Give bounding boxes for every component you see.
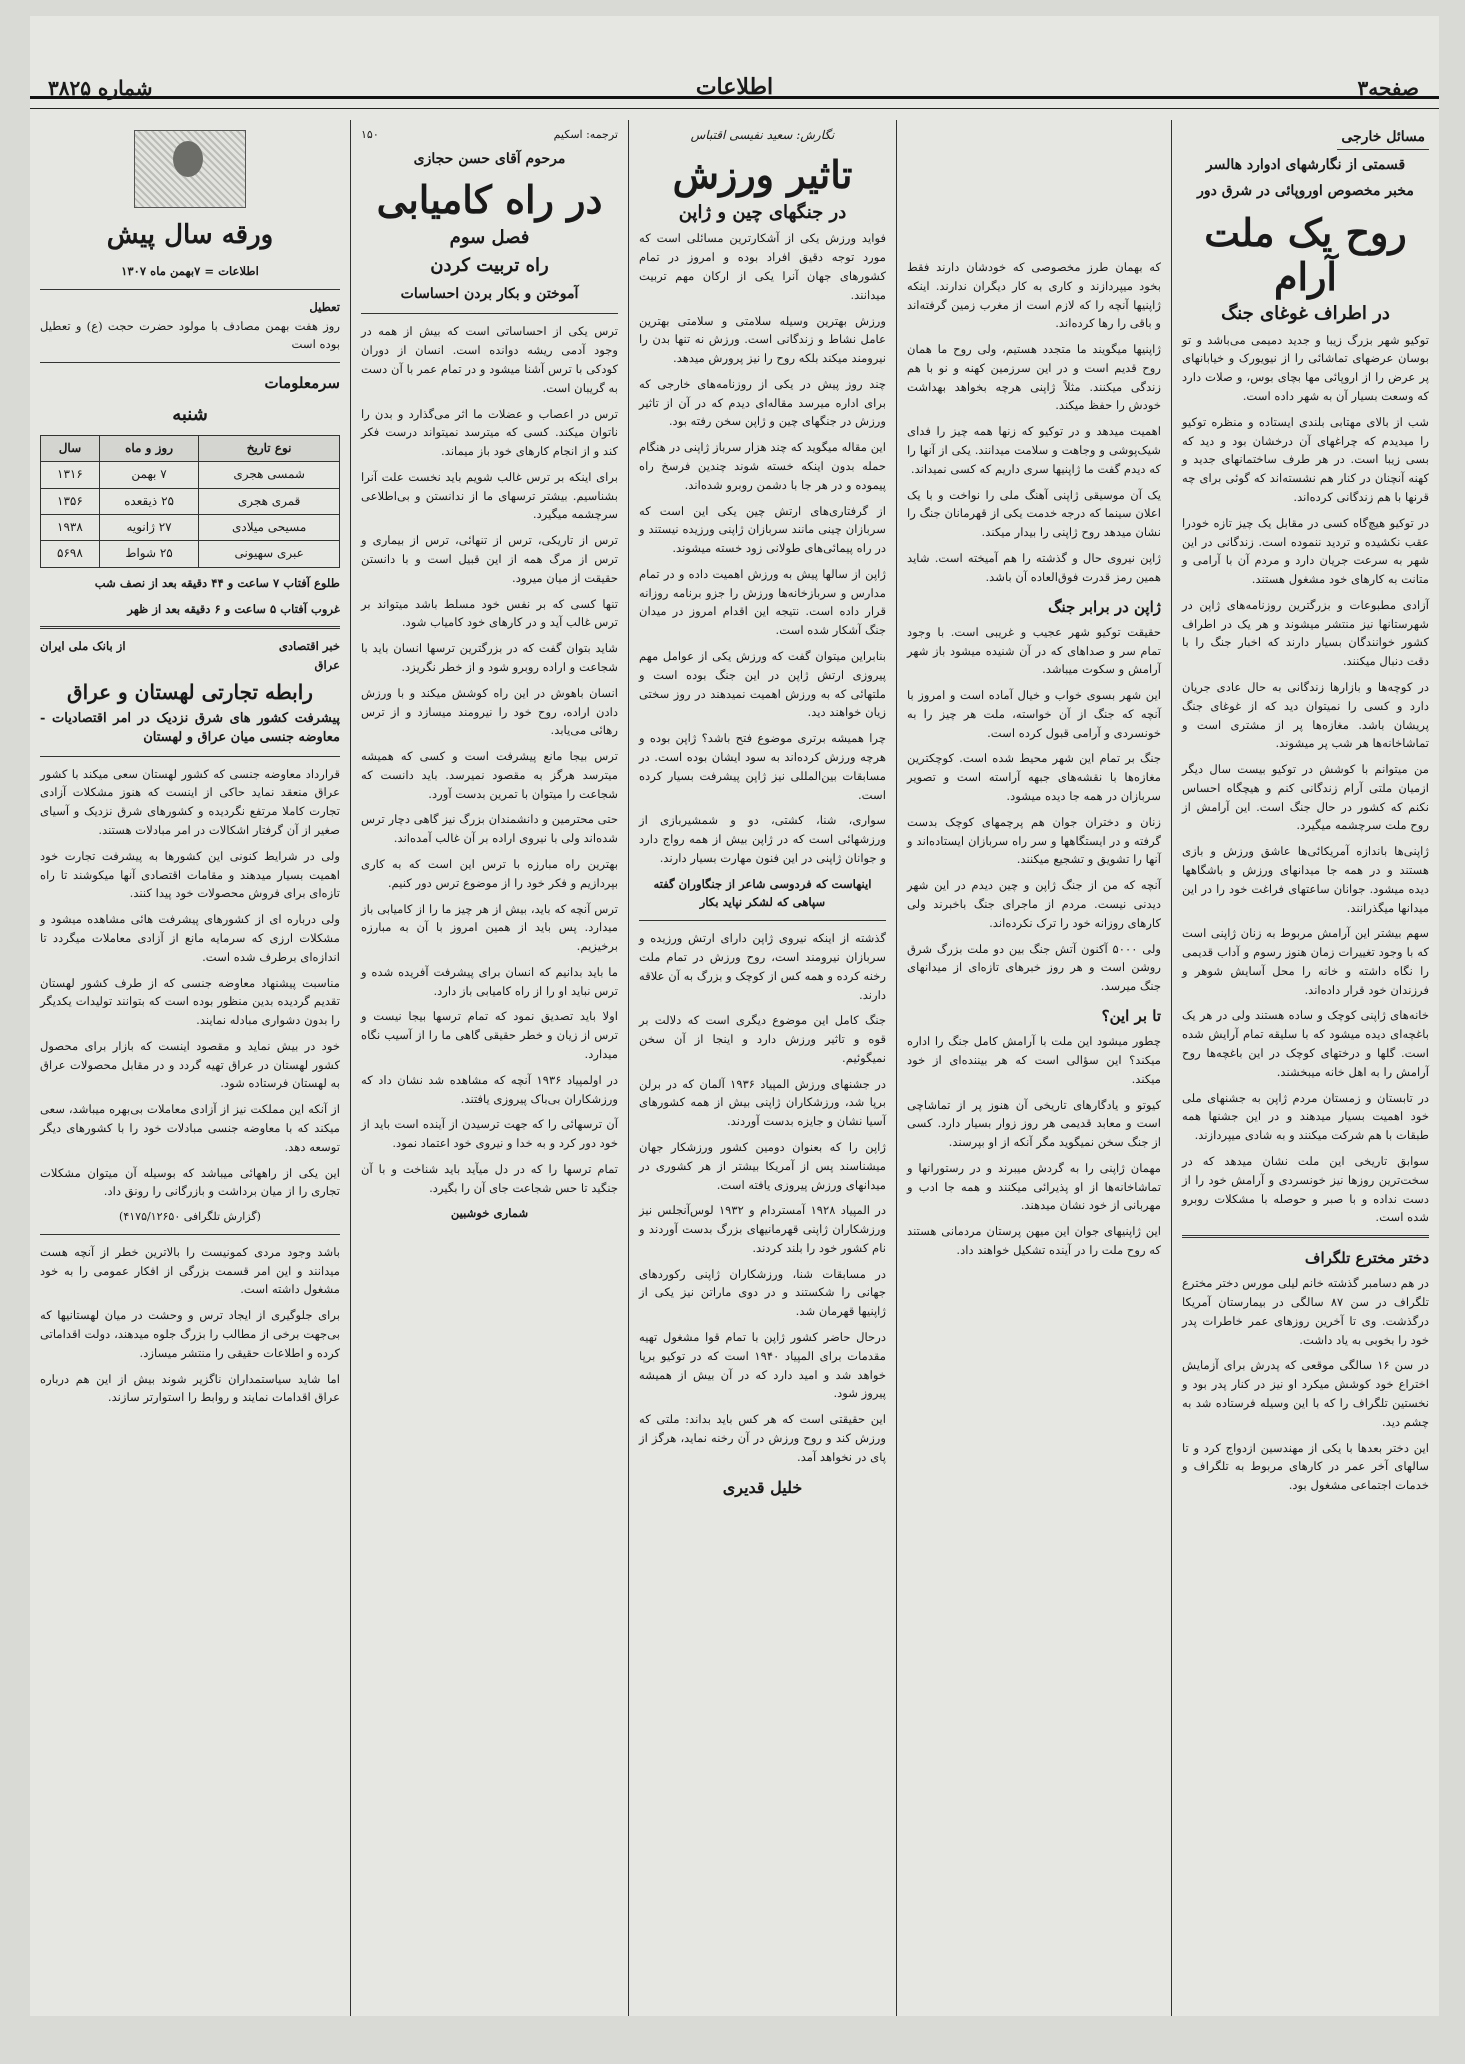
- paragraph: ورزش بهترین وسیله سلامتی و سلامتی بهترین عامل نشاط و زندگانی است. ورزش نه تنها بدن را نیرومند میکند بلکه روح را نیز پرورش میدهد.: [639, 313, 886, 366]
- author-signature: خلیل قدیری: [722, 1477, 803, 1497]
- paragraph: جنگ کامل این موضوع دیگری است که دلالت بر قوه و تاثیر ورزش دارد و اینجا از آن سخن نمیگوئیم.: [639, 1013, 886, 1065]
- paragraph: در المپیاد ۱۹۲۸ آمستردام و ۱۹۳۲ لوس‌آنجلس نیز ورزشکاران ژاپنی قهرمانیهای بزرگ بدست آوردند و نام کشور خود را بلند کردند.: [639, 1203, 886, 1255]
- calendar-row: [41, 541, 340, 567]
- calendar-cell: شمسی هجری: [199, 462, 340, 488]
- paragraph: ژاپن از سالها پیش به ورزش اهمیت داده و در تمام مدارس و سربازخانه‌ها ورزش را جزو برنامه روزانه قرار داده است. نتیجه این اقدام امروز در میدان جنگ آشکار شده است.: [639, 566, 886, 638]
- paragraph: قرارداد معاوضه جنسی که کشور لهستان سعی میکند با کشور عراق منعقد نماید حاکی از اینست که هنوز مشکلات آزادی تجارت کاملا مرتفع نگردیده و کشورهای شرق نزدیک و آسیای صغیر از آن گرفتار اشکالات در امر مبادلات هستند.: [40, 766, 340, 838]
- footnote: (گزارش تلگرافی ۴۱۷۵/۱۲۶۵۰): [119, 1210, 261, 1224]
- column-sidebar: [30, 120, 350, 2016]
- paragraph: حقیقت توکیو شهر عجیب و غریبی است. با وجود تمام سر و صداهای که در آن شنیده میشود باز شهر آرامش و سکوت میباشد.: [907, 624, 1161, 677]
- paragraph: درحال حاضر کشور ژاپن با تمام قوا مشغول تهیه مقدمات برای المپیاد ۱۹۴۰ است که در توکیو برپا خواهد شد و امید دارد که در آن بیش از همیشه پیروز شود.: [639, 1330, 886, 1401]
- paragraph: حتی محترمین و دانشمندان بزرگ نیز گاهی دچار ترس شده‌اند ولی با نیروی اراده بر آن غالب آمده‌اند.: [361, 812, 618, 846]
- paragraph: آزادی مطبوعات و بزرگترین روزنامه‌های ژاپن در شهرستانها نیز منتشر میشوند و هر یک در اطراف کشور خوانندگان بسیار دارند که اخبار جنگ را با دقت دنبال میکنند.: [1182, 597, 1429, 669]
- calendar-table: [40, 435, 340, 568]
- paragraph: سوابق تاریخی این ملت نشان میدهد که در سخت‌ترین روزها نیز خونسردی و آرامش خود را از دست نداده و با صبر و حوصله با مشکلات روبرو شده است.: [1182, 1153, 1429, 1225]
- newspaper-page: [30, 16, 1439, 2016]
- econ-label: خبر اقتصادی: [278, 639, 340, 654]
- paragraph: سهم بیشتر این آرامش مربوط به زنان ژاپنی است که با وجود تغییرات زمان هنوز رسوم و آداب قدیمی را نگاه داشته و خانه را محل آسایش شوهر و فرزندان خود قرار داده‌اند.: [1182, 926, 1429, 997]
- paragraph: ژاپن نیروی حال و گذشته را هم آمیخته است. شاید همین رمز قدرت فوق‌العاده آن باشد.: [907, 550, 1161, 584]
- calendar-header: سال: [41, 435, 100, 461]
- paragraph: یک آن موسیقی ژاپنی آهنگ ملی را نواخت و با یک اعلان سینما که درجه خدمت یکی از قهرمانان جنگ را نشان میدهد روح ژاپنی را بیدار میکند.: [907, 487, 1161, 540]
- issue-number: شماره ۳۸۲۵: [48, 76, 153, 100]
- paragraph: که بهمان طرز مخصوصی که خودشان دارند فقط بخود میپردازند و کاری به کار دیگران ندارند. اینکه ژاپنیها آنچه را که لازم است از مغرب زمین گرفته‌اند و باقی را رها کرده‌اند.: [907, 260, 1161, 331]
- column-foreign-continued: [896, 120, 1171, 2016]
- paragraph: در جشنهای ورزش المپیاد ۱۹۳۶ آلمان که در برلن برپا شد، ورزشکاران ژاپنی بیش از همه کشورهای آسیا نشان و جایزه بدست آوردند.: [639, 1076, 886, 1129]
- iraq-headline: رابطه تجارتی لهستان و عراق: [67, 680, 313, 704]
- holiday-text: روز هفت بهمن مصادف با مولود حضرت حجت (ع) و تعطیل بوده است: [40, 318, 340, 352]
- paragraph: انسان باهوش در این راه کوشش میکند و با ورزش دادن اراده، روح خود را نیرومند میسازد و از ترس رهائی می‌یابد.: [361, 685, 618, 738]
- section-label: مسائل خارجی: [1337, 126, 1429, 150]
- poem-line: اینهاست که فردوسی شاعر از جنگاوران گفته: [653, 876, 872, 891]
- divider: [40, 289, 340, 290]
- paragraph: اما شاید سیاستمداران ناگزیر شوند بیش از این هم درباره عراق اقدامات نمایند و روابط را استوارتر سازند.: [40, 1371, 340, 1405]
- article-body: [1182, 331, 1429, 1227]
- paragraph: آن ترسهائی را که جهت ترسیدن از آینده است باید از خود دور کرد و به خدا و نیروی خود اعتماد نمود.: [361, 1117, 618, 1151]
- paragraph: اهمیت میدهد و در توکیو که زنها همه چیز را فدای شیک‌پوشی و وجاهت و سلامت میدانند. یکی از آنها را که دیدم گفت ما ژاپنیها سری داریم که کسی نمیداند.: [907, 424, 1161, 476]
- paragraph: تنها کسی که بر نفس خود مسلط باشد میتواند بر ترس غالب آید و در کارهای خود کامیاب شود.: [361, 596, 618, 630]
- column-foreign-affairs: [1171, 120, 1439, 2016]
- kicker: قسمتی از نگارشهای ادوارد هالسر: [1205, 156, 1406, 173]
- paragraph: ترس از تاریکی، ترس از تنهائی، ترس از بیماری و ترس از مرگ همه از این قبیل است و با دانستن حقیقت از میان میرود.: [361, 533, 618, 585]
- sunrise: طلوع آفتاب ۷ ساعت و ۴۴ دقیقه بعد از نصف شب: [94, 575, 340, 590]
- headline: روح یک ملت آرام: [1204, 210, 1407, 299]
- paragraph: خانه‌های ژاپنی کوچک و ساده هستند ولی در هر یک باغچه‌ای دیده میشود که با سلیقه تمام آرایش شده است. گلها و درختهای کوچک در این باغچه‌ها روح آرامش را به اهل خانه میبخشند.: [1182, 1008, 1429, 1079]
- portrait-illustration: [134, 130, 246, 208]
- paragraph: سواری، شنا، کشتی، دو و شمشیربازی از ورزشهائی است که در ژاپن بیش از همه رواج دارد و جوانان ژاپنی در این فنون مهارت بسیار دارند.: [639, 813, 886, 865]
- chapter: فصل سوم: [449, 227, 530, 249]
- subhead-japan-war: ژاپن در برابر جنگ: [1048, 597, 1161, 616]
- paragraph: بهترین راه مبارزه با ترس این است که به کاری بپردازیم و فکر خود را از موضوع ترس دور کنیم.: [361, 856, 618, 890]
- translator-name: مرحوم آقای حسن حجازی: [413, 150, 566, 167]
- paragraph: در کوچه‌ها و بازارها زندگانی به حال عادی جریان دارد و کسی را نمیتوان دید که از غوغای جنگ پریشان باشد. مغازه‌ها پر از مشتری است و تماشاخانه‌ها هر شب پر میشوند.: [1182, 679, 1429, 751]
- paragraph: ترس آنچه که باید، بیش از هر چیز ما را از کامیابی باز میدارد. پس باید از همین امروز با آن به مبارزه برخیزیم.: [361, 901, 618, 954]
- paragraph: ما باید بدانیم که انسان برای پیشرفت آفریده شده و ترس نباید او را از راه کامیابی باز دارد.: [361, 964, 618, 998]
- calendar-cell: ۱۳۵۶: [41, 488, 100, 514]
- notes-title: سرمعلومات: [264, 374, 340, 393]
- success-footer: شماری خوشبین: [450, 1206, 529, 1221]
- iraq-subhead: پیشرفت کشور های شرق نزدیک در امر اقتصادیات - معاوضه جنسی میان عراق و لهستان: [40, 711, 340, 745]
- subhead: در اطراف غوغای جنگ: [1221, 303, 1390, 325]
- paragraph: در سن ۱۶ سالگی موقعی که پدرش برای آزمایش اختراع خود کوشش میکرد او نیز در کنار پدر بود و نخستین تلگراف را که با این وسیله فرستاده شد به چشم دید.: [1182, 1358, 1429, 1429]
- success-labels: [361, 126, 618, 144]
- page-number: صفحه۳: [1357, 76, 1419, 100]
- paragraph: چرا همیشه برتری موضوع فتح باشد؟ ژاپن بوده و هرچه ورزش کرده‌اند به سود ایشان بوده است. در مسابقات بین‌المللی نیز ژاپن پیشرفت بسیار کرده است.: [639, 731, 886, 802]
- paragraph: بنابراین میتوان گفت که ورزش یکی از عوامل مهم پیروزی ارتش ژاپن در این جنگ بوده است و ملتهائی که به ورزش اهمیت نمیدهند در روز سختی زیان خواهند دید.: [639, 649, 886, 720]
- paragraph: آنچه که من از جنگ ژاپن و چین دیدم در این شهر دیدنی نیست. مردم از ماجرای جنگ باخبرند ولی کارهای روزانه خود را ترک نکرده‌اند.: [907, 878, 1161, 930]
- paragraph: اولا باید تصدیق نمود که تمام ترسها بیجا نیست و ترس از زیان و خطر حقیقی گاهی ما را از آسیب نگاه میدارد.: [361, 1009, 618, 1061]
- paragraph: جنگ بر تمام این شهر محیط شده است. کوچکترین مغازه‌ها با نقشه‌های جبهه آراسته است و تصویر سربازان در همه جا دیده میشود.: [907, 751, 1161, 804]
- divider: [1182, 1235, 1429, 1238]
- subhead-until-when: تا بر این؟: [1101, 1006, 1161, 1025]
- divider: [40, 756, 340, 757]
- divider: [40, 1234, 340, 1235]
- calendar-row: [41, 462, 340, 488]
- calendar-header: روز و ماه: [99, 435, 198, 461]
- paragraph: این ژاپنیهای جوان این میهن پرستان مردمانی هستند که روح ملت را در آینده تشکیل خواهند داد.: [907, 1224, 1161, 1257]
- paragraph: در توکیو هیچ‌گاه کسی در مقابل یک چیز تازه خودرا عقب نکشیده و تردید ننموده است. زندگانی در این شهر به سرعت جریان دارد و مردم آن با آرامی و متانت به کارهای خود مشغول هستند.: [1182, 515, 1429, 587]
- calendar-row: [41, 488, 340, 514]
- paragraph: این مقاله میگوید که چند هزار سرباز ژاپنی در هنگام حمله بدون اینکه خسته شوند چندین فرسخ راه پیموده و در هر جا با دشمن روبرو شده‌اند.: [639, 440, 886, 492]
- paragraph: در هم دسامبر گذشته خانم لیلی مورس دختر مخترع تلگراف در سن ۸۷ سالگی در بیمارستان آمریکا درگذشت. وی تا آخرین روزهای عمر خاطرات پدر خود را بخوبی به یاد داشت.: [1182, 1276, 1429, 1347]
- divider: [361, 313, 618, 314]
- weekday: شنبه: [172, 403, 208, 425]
- calendar-header-row: [41, 435, 340, 461]
- paragraph: ترس بیجا مانع پیشرفت است و کسی که همیشه میترسد هرگز به مقصود نمیرسد. باید دانست که شجاعت را میتوان با تمرین بدست آورد.: [361, 749, 618, 801]
- sidebar-title: ورقه سال پیش: [106, 220, 274, 250]
- calendar-row: [41, 515, 340, 541]
- calendar-cell: ۲۵ ذیقعده: [99, 488, 198, 514]
- paragraph: باشد وجود مردی کمونیست را بالاترین خطر از آنچه هست میدانند و این امر قسمت بزرگی از افکار عمومی را به خود مشغول داشته است.: [40, 1244, 340, 1297]
- masthead: [30, 16, 1439, 99]
- paragraph: ترس در اعصاب و عضلات ما اثر می‌گذارد و بدن را ناتوان میکند. کسی که میترسد نمیتواند درست فکر کند و از انجام کارهای خود باز میماند.: [361, 406, 618, 459]
- paragraph: شب از بالای مهتابی بلندی ایستاده و منظره توکیو را میدیدم که چراغهای آن درخشان بود و دید که بسی زیبا است. در هر طرف ساختمانهای جدید و کهنه آنچنان در کنار هم نشسته‌اند که گوئی برای چه قرنها با هم زندگانی کرده‌اند.: [1182, 414, 1429, 504]
- calendar-cell: ۱۹۳۸: [41, 515, 100, 541]
- translator-label: ترجمه: اسکیم: [553, 128, 618, 141]
- calendar-cell: قمری هجری: [199, 488, 340, 514]
- paragraph: این یکی از راههائی میباشد که بوسیله آن میتوان مشکلات تجاری را از میان برداشت و بازرگانی را رونق داد.: [40, 1165, 340, 1199]
- chapter-title: راه تربیت کردن: [430, 255, 549, 277]
- paragraph: توکیو شهر بزرگ زیبا و جدید دمیمی می‌باشد و تو بوسان عرضهای تماشائی را از نیویورک و خیابانهای پر عرض را از اروپائی مها بچای بوس، و صلات دارد که وسعت بسیار آن به شهر داده است.: [1182, 332, 1429, 404]
- paragraph: چند روز پیش در یکی از روزنامه‌های خارجی که برای اداره میرسد مقاله‌ای دیدم که در آن از تاثیر ورزش در جنگهای چین و ژاپن سخن رفته بود.: [639, 376, 886, 429]
- paragraph: خود در بیش نماید و مقصود اینست که بازار برای محصول کشور لهستان در عراق تهیه گردد و در مقابل محصولات عراق به لهستان فرستاده شود.: [40, 1038, 340, 1091]
- econ-source: از بانک ملی ایران: [40, 639, 126, 654]
- paragraph: برای اینکه بر ترس غالب شویم باید نخست علت آنرا بشناسیم. بیشتر ترسهای ما از ندانستن و بی‌اطلاعی سرچشمه میگیرد.: [361, 469, 618, 522]
- sunset: غروب آفتاب ۵ ساعت و ۶ دقیقه بعد از ظهر: [127, 601, 340, 616]
- paragraph: این شهر بسوی خواب و خیال آماده است و امروز با آنچه که جنگ از آن خواسته، ملت هر چیز را به خونسردی و آرامی قبول کرده است.: [907, 688, 1161, 740]
- sport-byline: نگارش: سعید نفیسی اقتباس: [690, 128, 835, 142]
- newspaper-name: اطلاعات: [695, 74, 774, 100]
- divider: [40, 362, 340, 363]
- paragraph: برای جلوگیری از ایجاد ترس و وحشت در میان لهستانیها که بی‌جهت برخی از مطالب را بزرگ جلوه میدهند، دولت اقداماتی کرده و اطلاعات حقیقی را منتشر میسازد.: [40, 1308, 340, 1360]
- calendar-cell: عبری سهیونی: [199, 541, 340, 567]
- paragraph: ژاپنی‌ها باندازه آمریکائی‌ها عاشق ورزش و بازی هستند و در همه جا میدانهای ورزش و باشگاهها دیده میشود. جوانان ساعتهای فراغت خود را در این میدانها میگذرانند.: [1182, 844, 1429, 915]
- econ-labels: [40, 637, 340, 656]
- calendar-cell: ۲۵ شواط: [99, 541, 198, 567]
- paragraph: من میتوانم با کوشش در توکیو بیست سال دیگر ازمیان ملتی آرام زندگانی کنم و هیچگاه احساس نکنم که کشور در حال جنگ است. این آرامش از روح ملت سرچشمه میگیرد.: [1182, 762, 1429, 833]
- paragraph: ولی ۵۰۰۰ آکنون آتش جنگ بین دو ملت بزرگ شرق روشن است و هر روز خبرهای تازه‌ای از میدانهای جنگ میرسد.: [907, 941, 1162, 994]
- divider: [40, 626, 340, 629]
- paragraph: شاید بتوان گفت که در بزرگترین ترسها انسان باید با شجاعت و اراده روبرو شود و از خطر نگریزد.: [361, 641, 618, 674]
- calendar-cell: ۵۶۹۸: [41, 541, 100, 567]
- paragraph: در اولمپیاد ۱۹۳۶ آنچه که مشاهده شد نشان داد که ورزشکاران بی‌باک پیروزی یافتند.: [361, 1072, 618, 1106]
- paragraph: ترس یکی از احساساتی است که بیش از همه در وجود آدمی ریشه دوانده است. انسان از دوران کودکی با ترس آشنا میشود و در تمام عمر با آن دست به گریبان است.: [361, 324, 618, 395]
- sidebar-date: اطلاعات = ۷بهمن ماه ۱۳۰۷: [121, 264, 259, 279]
- paragraph: چطور میشود این ملت با آرامش کامل جنگ را اداره میکند؟ این سؤالی است که هر بیننده‌ای از خود میکند.: [907, 1034, 1161, 1086]
- telegraph-title: دختر مخترع تلگراف: [1304, 1249, 1429, 1268]
- calendar-cell: مسیحی میلادی: [199, 515, 340, 541]
- paragraph: زنان و دختران جوان هم پرچمهای کوچک بدست گرفته و در ایستگاهها و سر راه سربازان ایستاده‌اند و آنها را تشویق و تشجیع میکنند.: [907, 814, 1161, 867]
- paragraph: از گرفتاری‌های ارتش چین یکی این است که سربازان چینی مانند سربازان ژاپنی ورزیده نیستند و در راه پیمائی‌های طولانی زود خسته میشوند.: [639, 503, 886, 556]
- paragraph: ولی در شرایط کنونی این کشورها به پیشرفت تجارت خود اهمیت بسیار میدهند و مقامات اقتصادی آنها میکوشند تا راه تازه‌ای برای فروش محصولات خود پیدا کنند.: [40, 848, 340, 901]
- calendar-header: نوع تاریخ: [199, 435, 340, 461]
- success-headline: در راه کامیابی: [376, 177, 603, 223]
- paragraph: فواید ورزش یکی از آشکارترین مسائلی است که مورد توجه دقیق افراد بوده و امروز در تمام کشورهای جهان آنرا یکی از ارکان مهم تربیت میدانند.: [639, 231, 886, 302]
- paragraph: ولی درباره ای از کشورهای پیشرفت هائی مشاهده میشود و مشکلات ارزی که سرمایه مانع از آزادی معاملات میگردد تا اندازه‌ای برطرف شده است.: [40, 912, 340, 964]
- calendar-cell: ۱۳۱۶: [41, 462, 100, 488]
- holiday-title: تعطیل: [309, 299, 340, 314]
- paragraph: ژاپن را که بعنوان دومین کشور ورزشکار جهان میشناسند پس از آمریکا بیشتر از هر کشوری در میدانهای ورزش پیروزی یافته است.: [639, 1140, 886, 1192]
- paragraph: مناسبت پیشنهاد معاوضه جنسی که از طرف کشور لهستان تقدیم گردیده بدین منظور بوده است که بتوانند تولیدات یکدیگر را بدون دشواری مبادله نمایند.: [40, 975, 340, 1028]
- sport-headline: تاثیر ورزش: [672, 152, 853, 198]
- calendar-cell: ۷ بهمن: [99, 462, 198, 488]
- masthead-rule: [30, 108, 1439, 109]
- columns: [30, 120, 1439, 2016]
- paragraph: در تابستان و زمستان مردم ژاپن به جشنهای ملی خود اهمیت بسیار میدهند و در این جشنها همه طبقات با هم شرکت میکنند و به شادی میپردازند.: [1182, 1090, 1429, 1143]
- sport-subhead: در جنگهای چین و ژاپن: [678, 202, 847, 224]
- paragraph: از آنکه این مملکت نیز از آزادی معاملات بی‌بهره میباشد، سعی میکند که با معاوضه جنسی مبادلات خود را با کشورهای دیگر توسعه دهد.: [40, 1102, 340, 1154]
- divider: [639, 920, 886, 921]
- paragraph: این حقیقتی است که هر کس باید بداند: ملتی که ورزش کند و روح ورزش در آن رخنه نماید، هرگز از پای در نخواهد آمد.: [639, 1412, 886, 1464]
- paragraph: در مسابقات شنا، ورزشکاران ژاپنی رکوردهای جهانی را شکستند و در دوی ماراتن نیز یکی از ژاپنیها قهرمان شد.: [639, 1266, 886, 1319]
- paragraph: گذشته از اینکه نیروی ژاپن دارای ارتش ورزیده و سربازان نیرومند است، روح ورزش در تمام ملت رخنه کرده و همه کس از کوچک و بزرگ به آن علاقه دارند.: [639, 931, 886, 1002]
- iraq-label: عراق: [314, 658, 340, 673]
- paragraph: مهمان ژاپنی را به گردش میبرند و در رستورانها و تماشاخانه‌ها از او پذیرائی میکنند و همه جا ادب و مهربانی از خود نشان میدهند.: [907, 1160, 1161, 1213]
- paragraph: این دختر بعدها با یکی از مهندسین ازدواج کرد و تا سالهای آخر عمر در کارهای مربوط به تلگراف و خدمات اجتماعی مشغول بود.: [1182, 1440, 1429, 1493]
- column-sport: [628, 120, 896, 2016]
- column-success: [350, 120, 628, 2016]
- calendar-cell: ۲۷ ژانویه: [99, 515, 198, 541]
- paragraph: تمام ترسها را که در دل میآید باید شناخت و با آن جنگید تا حس شجاعت جای آن را بگیرد.: [361, 1161, 618, 1195]
- paragraph: ژاپنیها میگویند ما متجدد هستیم، ولی روح ما همان روح قدیم است و در این سرزمین کهنه و نو با هم زندگی میکنند. مثلاً ژاپنی هرچه بخواهد بهداشت خودش را حفظ میکند.: [907, 342, 1161, 413]
- kicker-2: مخبر مخصوص اوروپائی در شرق دور: [1197, 183, 1414, 200]
- serial-number: ۱۵۰: [361, 128, 379, 141]
- poem-line: سپاهی که لشکر نپاید بکار: [699, 895, 826, 910]
- chapter-subtitle: آموختن و بکار بردن احساسات: [400, 285, 579, 302]
- paragraph: کیوتو و یادگارهای تاریخی آن هنوز پر از تماشاچی است و معابد قدیمی هر روز زوار بسیار دارد. کسی از جنگ سخن نمیگوید مگر آنکه از او بپرسند.: [907, 1097, 1161, 1150]
